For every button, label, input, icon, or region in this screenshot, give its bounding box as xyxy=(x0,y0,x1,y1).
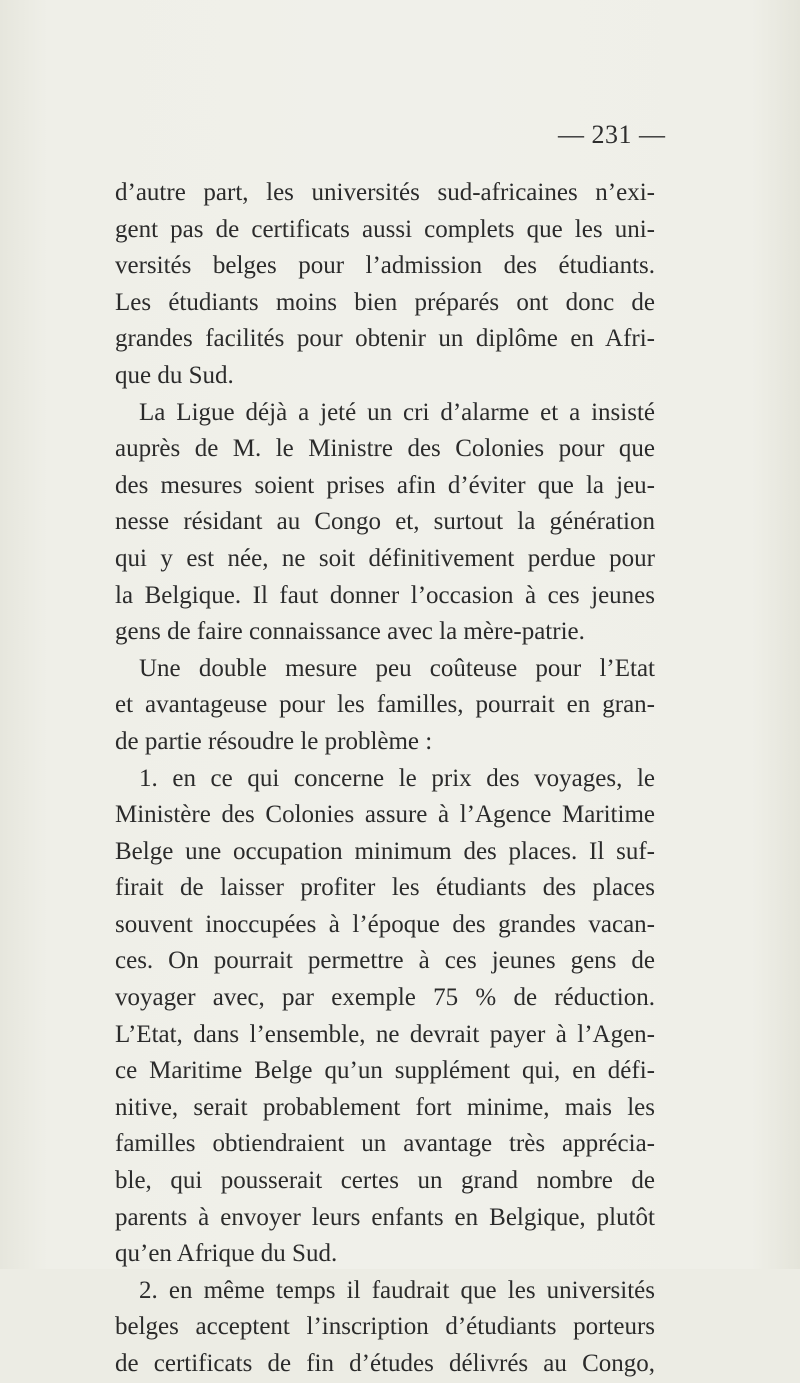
text-line: firait de laisser profiter les étudiants des places xyxy=(115,874,655,902)
text-line: d’autre part, les universités sud-africaines n’exi- xyxy=(115,179,655,206)
text-line: la Belgique. Il faut donner l’occasion à ces jeunes xyxy=(115,581,655,609)
page-number: — 231 — xyxy=(558,120,666,149)
text-line: que du Sud. xyxy=(115,361,234,389)
text-line: Belge une occupation minimum des places. Il suf- xyxy=(115,837,655,865)
text-line: ces. On pourrait permettre à ces jeunes gens de xyxy=(115,947,655,975)
text-line: gens de faire connaissance avec la mère-patrie. xyxy=(115,618,585,646)
text-line: familles obtiendraient un avantage très apprécia- xyxy=(115,1130,655,1158)
text-line: parents à envoyer leurs enfants en Belgique, plutôt xyxy=(115,1203,655,1231)
text-line: souvent inoccupées à l’époque des grandes vacan- xyxy=(115,910,655,938)
text-line: qui y est née, ne soit définitivement perdue pour xyxy=(115,544,655,572)
text-line: ble, qui pousserait certes un grand nombre de xyxy=(115,1167,655,1195)
text-line: ce Maritime Belge qu’un supplément qui, en défi- xyxy=(115,1057,655,1085)
text-line: belges acceptent l’inscription d’étudiants porteurs xyxy=(115,1313,655,1341)
text-line: Une double mesure peu coûteuse pour l’Etat xyxy=(139,654,655,682)
text-line: 2. en même temps il faudrait que les universités xyxy=(139,1276,655,1304)
text-line: versités belges pour l’admission des étudiants. xyxy=(115,252,655,280)
text-line: grandes facilités pour obtenir un diplôme en Afri- xyxy=(115,325,655,353)
text-line: voyager avec, par exemple 75 % de réduction. xyxy=(115,984,655,1012)
text-line: nesse résidant au Congo et, surtout la génération xyxy=(115,508,655,536)
text-line: de certificats de fin d’études délivrés au Congo, xyxy=(115,1350,655,1377)
text-line: gent pas de certificats aussi complets que les uni- xyxy=(115,215,655,243)
text-line: et avantageuse pour les familles, pourrait en gran- xyxy=(115,691,655,719)
text-line: L’Etat, dans l’ensemble, ne devrait payer à l’Agen- xyxy=(115,1020,655,1048)
text-line: qu’en Afrique du Sud. xyxy=(115,1240,338,1268)
text-line: Ministère des Colonies assure à l’Agence Maritime xyxy=(115,801,655,829)
body-text xyxy=(115,175,655,1383)
text-line: de partie résoudre le problème : xyxy=(115,727,433,755)
text-line: nitive, serait probablement fort minime, mais les xyxy=(115,1093,655,1121)
text-line: La Ligue déjà a jeté un cri d’alarme et a insisté xyxy=(139,398,655,426)
text-line: des mesures soient prises afin d’éviter que la jeu- xyxy=(115,471,655,499)
text-line: auprès de M. le Ministre des Colonies pour que xyxy=(115,435,655,463)
text-line: Les étudiants moins bien préparés ont donc de xyxy=(115,288,655,316)
text-line: 1. en ce qui concerne le prix des voyages, le xyxy=(139,764,655,792)
